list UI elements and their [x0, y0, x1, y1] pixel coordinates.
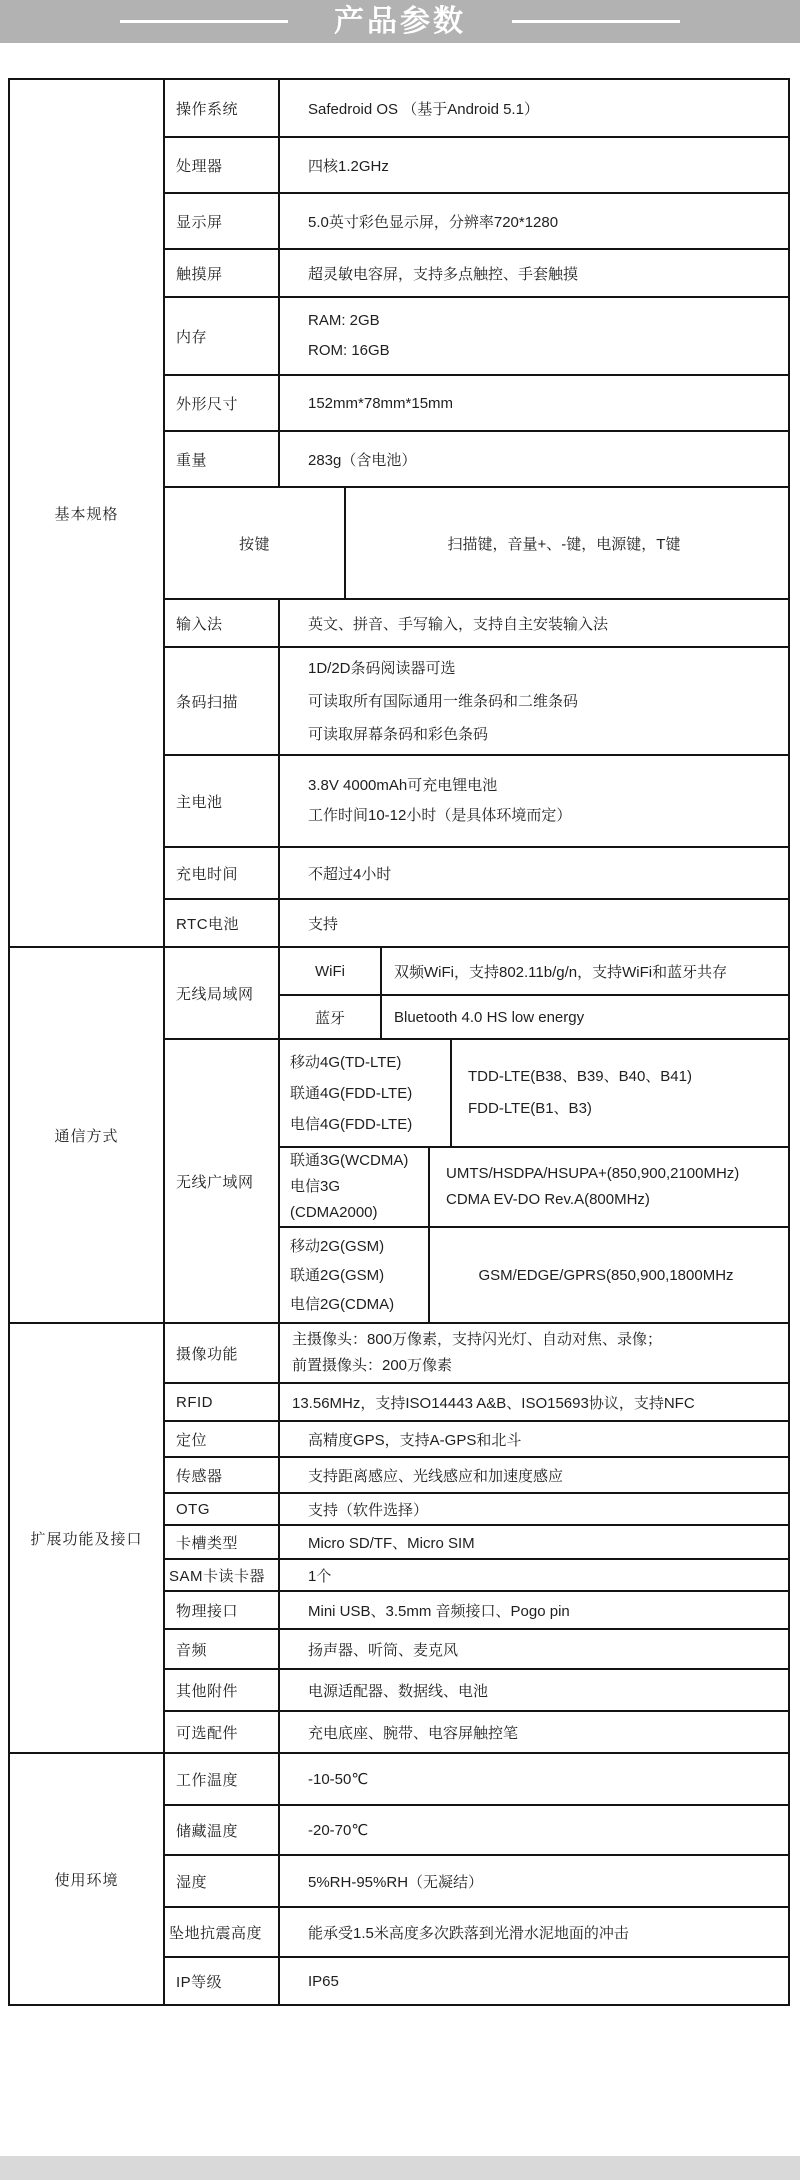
row-value: 充电底座、腕带、电容屏触控笔: [308, 1724, 519, 1742]
row-value: Micro SD/TF、Micro SIM: [308, 1534, 475, 1552]
spec-row-memory: [165, 296, 788, 374]
spec-row-weight: [165, 430, 788, 486]
spec-row-sensors: [165, 1456, 788, 1492]
label-line: 联通2G(GSM): [290, 1266, 385, 1284]
label-line: 移动2G(GSM): [290, 1237, 385, 1255]
row-value: IP65: [308, 1972, 339, 1990]
row-value: 英文、拼音、手写输入，支持自主安装输入法: [308, 615, 609, 633]
subrow-4g: [280, 1040, 788, 1146]
spec-row-camera: [165, 1324, 788, 1382]
row-label: 显示屏: [165, 194, 280, 248]
spec-row-rfid: [165, 1382, 788, 1420]
spec-row-sam-reader: [165, 1558, 788, 1590]
row-value: 高精度GPS，支持A-GPS和北斗: [308, 1431, 522, 1449]
row-value: 扬声器、听筒、麦克风: [308, 1641, 459, 1659]
row-label: 处理器: [165, 138, 280, 192]
spec-row-ip-rating: [165, 1956, 788, 2004]
subrow-2g: [280, 1226, 788, 1322]
row-label: 物理接口: [165, 1592, 280, 1628]
value-line: ROM: 16GB: [308, 342, 390, 359]
row-value: -20-70℃: [308, 1822, 369, 1839]
row-label: 触摸屏: [165, 250, 280, 296]
subrow-label: [280, 1228, 430, 1322]
spec-row-audio: [165, 1628, 788, 1668]
row-label: 操作系统: [165, 80, 280, 136]
value-line: TDD-LTE(B38、B39、B40、B41): [468, 1068, 692, 1085]
row-label: 外形尺寸: [165, 376, 280, 430]
row-value: Safedroid OS （基于Android 5.1）: [308, 100, 539, 118]
row-label: 传感器: [165, 1458, 280, 1492]
subrow-label: [280, 1148, 430, 1226]
row-label: IP等级: [165, 1958, 280, 2004]
value-line: 前置摄像头：200万像素: [292, 1357, 453, 1374]
header-banner: [0, 0, 800, 43]
subrow-value: [452, 1040, 788, 1146]
spec-row-rtc-battery: [165, 898, 788, 946]
row-label: 主电池: [165, 756, 280, 846]
row-label: 储藏温度: [165, 1806, 280, 1854]
group-label-communication: 通信方式: [10, 948, 165, 1322]
subrow-value: 双频WiFi，支持802.11b/g/n，支持WiFi和蓝牙共存: [394, 963, 728, 981]
value-line: 工作时间10-12小时（是具体环境而定）: [308, 807, 572, 824]
subrow-label: WiFi: [280, 948, 382, 994]
subrow-label: [280, 1040, 452, 1146]
value-line: 3.8V 4000mAh可充电锂电池: [308, 777, 498, 794]
value-line: 可读取屏幕条码和彩色条码: [308, 725, 489, 743]
section-environment: [10, 1752, 788, 2004]
row-label: RFID: [165, 1384, 280, 1420]
label-line: 电信2G(CDMA): [290, 1295, 395, 1313]
spec-row-physical-interface: [165, 1590, 788, 1628]
row-label: 重量: [165, 432, 280, 486]
value-line: 可读取所有国际通用一维条码和二维条码: [308, 692, 579, 710]
spec-row-humidity: [165, 1854, 788, 1906]
row-value: 支持距离感应、光线感应和加速度感应: [308, 1467, 564, 1485]
subrow-label: 蓝牙: [280, 996, 382, 1038]
value-line: RAM: 2GB: [308, 312, 380, 329]
group-label-basic-specs: 基本规格: [10, 80, 165, 946]
row-value: [280, 298, 788, 374]
section-extended: [10, 1322, 788, 1752]
row-label: 无线局域网: [165, 948, 280, 1038]
row-label: SAM卡读卡器: [165, 1560, 280, 1590]
row-label: 充电时间: [165, 848, 280, 898]
spec-row-barcode: [165, 646, 788, 754]
row-value: Mini USB、3.5mm 音频接口、Pogo pin: [308, 1602, 570, 1620]
value-line: CDMA EV-DO Rev.A(800MHz): [446, 1191, 650, 1208]
spec-row-gps: [165, 1420, 788, 1456]
subrow-value: [430, 1148, 788, 1226]
spec-row-accessories: [165, 1668, 788, 1710]
value-line: FDD-LTE(B1、B3): [468, 1100, 592, 1117]
row-value: 支持（软件选择）: [308, 1501, 429, 1519]
row-value: 13.56MHz，支持ISO14443 A&B、ISO15693协议，支持NFC: [292, 1394, 695, 1412]
subrow-bluetooth: [280, 994, 788, 1038]
row-value: 5%RH-95%RH（无凝结）: [308, 1873, 484, 1891]
spec-row-wwan: [165, 1038, 788, 1322]
footer-strip: [0, 2156, 800, 2180]
spec-row-keys: [165, 486, 788, 598]
label-line: 移动4G(TD-LTE): [290, 1053, 402, 1071]
row-label: 工作温度: [165, 1754, 280, 1804]
row-value: 283g（含电池）: [308, 451, 417, 469]
spec-row-operating-temp: [165, 1754, 788, 1804]
row-value: 5.0英寸彩色显示屏，分辨率720*1280: [308, 213, 559, 231]
row-label: 湿度: [165, 1856, 280, 1906]
spec-row-charge-time: [165, 846, 788, 898]
row-value: 能承受1.5米高度多次跌落到光滑水泥地面的冲击: [308, 1924, 629, 1942]
group-label-environment: 使用环境: [10, 1754, 165, 2004]
spec-row-display: [165, 192, 788, 248]
subrow-3g: [280, 1146, 788, 1226]
value-line: 1D/2D条码阅读器可选: [308, 659, 456, 677]
row-label: 定位: [165, 1422, 280, 1456]
group-label-extended: 扩展功能及接口: [10, 1324, 165, 1752]
section-communication: [10, 946, 788, 1322]
row-value: 超灵敏电容屏，支持多点触控、手套触摸: [308, 265, 579, 283]
row-value: 四核1.2GHz: [308, 157, 389, 175]
spec-row-wlan: [165, 948, 788, 1038]
page-title: 产品参数: [334, 5, 466, 38]
section-basic-specs: [10, 80, 788, 946]
row-label: 其他附件: [165, 1670, 280, 1710]
row-value: [280, 756, 788, 846]
spec-row-cpu: [165, 136, 788, 192]
spec-row-os: [165, 80, 788, 136]
row-label: RTC电池: [165, 900, 280, 946]
value-line: 主摄像头：800万像素，支持闪光灯、自动对焦、录像；: [292, 1331, 663, 1348]
row-label: 按键: [165, 488, 346, 598]
spec-row-dimensions: [165, 374, 788, 430]
spec-row-card-slots: [165, 1524, 788, 1558]
row-value: [280, 648, 788, 754]
row-label: 可选配件: [165, 1712, 280, 1752]
row-label: 摄像功能: [165, 1324, 280, 1382]
row-label: 条码扫描: [165, 648, 280, 754]
subrow-wifi: [280, 948, 788, 994]
row-label: 输入法: [165, 600, 280, 646]
row-value: [280, 1324, 788, 1382]
spec-row-main-battery: [165, 754, 788, 846]
spec-row-optional-accessories: [165, 1710, 788, 1752]
row-label: 内存: [165, 298, 280, 374]
row-label: 卡槽类型: [165, 1526, 280, 1558]
row-value: 1个: [308, 1567, 332, 1585]
row-value: 支持: [308, 915, 339, 933]
row-value: -10-50℃: [308, 1771, 369, 1788]
row-label: 坠地抗震高度: [165, 1908, 280, 1956]
label-line: 电信3G: [290, 1178, 341, 1195]
label-line: (CDMA2000): [290, 1204, 378, 1221]
row-label: 音频: [165, 1630, 280, 1668]
row-value: 电源适配器、数据线、电池: [308, 1682, 489, 1700]
row-label: OTG: [165, 1494, 280, 1524]
row-label: 无线广域网: [165, 1040, 280, 1322]
header-divider-left: [120, 20, 288, 23]
header-divider-right: [512, 20, 680, 23]
row-value: 不超过4小时: [308, 865, 392, 883]
subrow-value: GSM/EDGE/GPRS(850,900,1800MHz: [478, 1266, 734, 1284]
row-value: 152mm*78mm*15mm: [308, 394, 454, 412]
spec-table: [8, 78, 790, 2006]
label-line: 联通4G(FDD-LTE): [290, 1084, 413, 1102]
value-line: UMTS/HSDPA/HSUPA+(850,900,2100MHz): [446, 1165, 740, 1182]
spec-row-touchscreen: [165, 248, 788, 296]
row-value: 扫描键，音量+、-键，电源键，T键: [447, 535, 681, 553]
subrow-value: Bluetooth 4.0 HS low energy: [394, 1008, 585, 1026]
label-line: 电信4G(FDD-LTE): [290, 1115, 413, 1133]
label-line: 联通3G(WCDMA): [290, 1152, 409, 1169]
spec-row-drop-resistance: [165, 1906, 788, 1956]
spec-row-input-method: [165, 598, 788, 646]
spec-row-storage-temp: [165, 1804, 788, 1854]
spec-row-otg: [165, 1492, 788, 1524]
